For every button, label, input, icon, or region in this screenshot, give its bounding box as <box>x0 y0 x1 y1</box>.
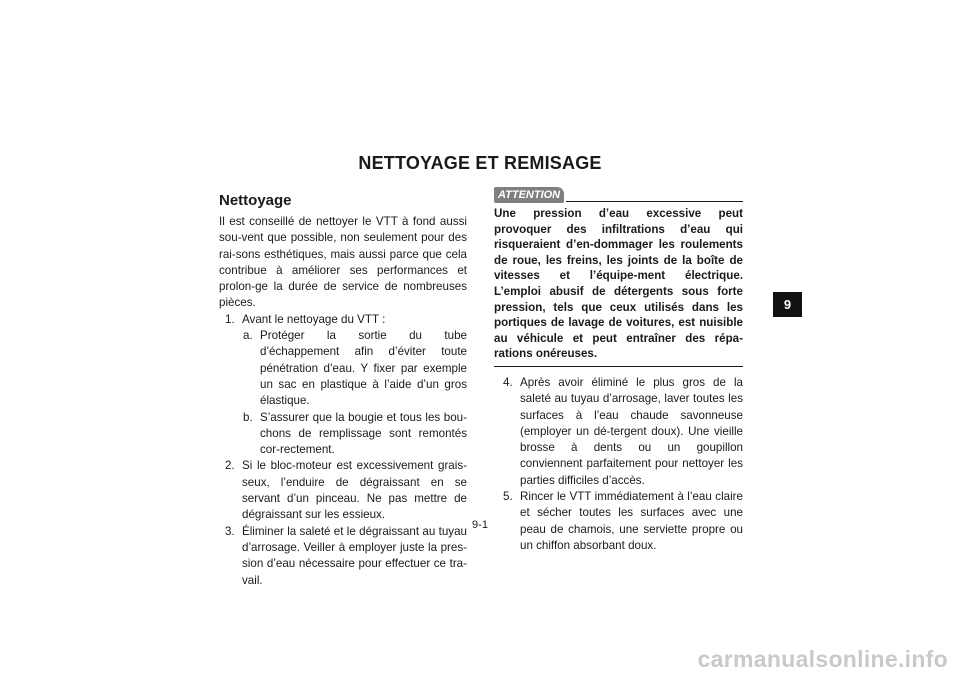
list-text: S’assurer que la bougie et tous les bou-chons de remplissage sont remontés cor-rectement. <box>260 410 467 457</box>
list-number: 4. <box>503 375 513 389</box>
chapter-tab: 9 <box>773 292 802 317</box>
list-text: Protéger la sortie du tube d’échappement afin d’éviter toute pénétration d’eau. Y fixer par exemple un sac en plastique à l’aide d’un gros élastique. <box>260 329 467 408</box>
list-text: Rincer le VTT immédiatement à l’eau claire et sécher toutes les surfaces avec une peau de chamois, une serviette propre ou un chiffon absorbant doux. <box>520 490 743 552</box>
section-heading: Nettoyage <box>219 192 292 209</box>
list-item <box>219 410 467 459</box>
page-title: NETTOYAGE ET REMISAGE <box>358 153 602 173</box>
list-number: 1. <box>225 312 235 326</box>
list-number: a. <box>243 329 253 343</box>
right-column <box>494 186 743 554</box>
attention-text: Une pression d’eau excessive peut provoquer des infiltrations d’eau qui risqueraient d’en-dommager les roulements de roue, les freins, les joints de la boîte de vitesses et l’équipe-ment électrique. L’emploi abusif de détergents sous forte pression, tels que ceux utilisés dans les portiques de lavage de voitures, est nuisible au véhicule et peut entraîner des répa-rations onéreuses. <box>494 206 743 367</box>
attention-header <box>494 186 743 203</box>
watermark: carmanualsonline.info <box>697 646 948 672</box>
list-item <box>494 375 743 489</box>
list-text: Après avoir éliminé le plus gros de la saleté au tuyau d’arrosage, laver toutes les surfaces à l’eau chaude savonneuse (employer un dé-tergent doux). Une vieille brosse à dents ou un goupillon conviennent parfaitement pour nettoyer les parties difficiles d’accès. <box>520 375 743 487</box>
list-number: 5. <box>503 490 513 504</box>
attention-label: ATTENTION <box>494 187 564 203</box>
list-item <box>219 524 467 589</box>
list-number: 2. <box>225 459 235 473</box>
page-number: 9-1 <box>472 519 488 531</box>
list-number: 3. <box>225 524 235 538</box>
list-item <box>219 458 467 523</box>
list-text: Si le bloc-moteur est excessivement grais-seux, l’enduire de dégraissant en se servant d’un pinceau. Ne pas mettre de dégraissant sur les essieux. <box>242 459 467 522</box>
list-item <box>219 312 467 328</box>
list-text: Éliminer la saleté et le dégraissant au tuyau d’arrosage. Veiller à employer juste la pres-sion d’eau nécessaire pour effectuer ce tra-vail. <box>242 524 467 587</box>
list-text: Avant le nettoyage du VTT : <box>242 312 386 326</box>
attention-rule <box>566 201 743 202</box>
list-item <box>219 328 467 409</box>
intro-paragraph: Il est conseillé de nettoyer le VTT à fond aussi sou-vent que possible, non seulement pour des rai-sons esthétiques, mais aussi parce que cela contribue à améliorer ses performances et prolon-ge la durée de service de nombreuses pièces. <box>219 215 467 310</box>
list-number: b. <box>243 410 253 424</box>
